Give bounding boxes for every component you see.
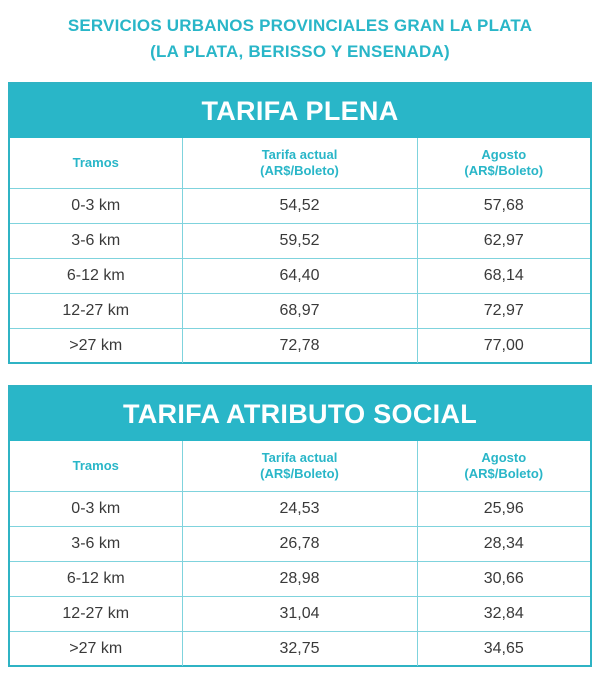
table-row xyxy=(10,492,590,527)
cell-agosto: 34,65 xyxy=(417,632,590,667)
table-title: TARIFA ATRIBUTO SOCIAL xyxy=(10,387,590,441)
cell-actual: 28,98 xyxy=(182,562,417,597)
cell-agosto: 77,00 xyxy=(417,329,590,364)
cell-agosto: 72,97 xyxy=(417,294,590,329)
cell-agosto: 62,97 xyxy=(417,224,590,259)
table-title: TARIFA PLENA xyxy=(10,84,590,138)
header-row xyxy=(10,441,590,492)
table-row xyxy=(10,259,590,294)
table-row xyxy=(10,597,590,632)
cell-tramo: 0-3 km xyxy=(10,189,182,224)
header-line: Tarifa actual xyxy=(261,450,338,465)
table-row xyxy=(10,632,590,667)
cell-tramo: >27 km xyxy=(10,632,182,667)
cell-actual: 72,78 xyxy=(182,329,417,364)
cell-actual: 26,78 xyxy=(182,527,417,562)
header-tramos: Tramos xyxy=(10,138,182,189)
cell-actual: 68,97 xyxy=(182,294,417,329)
header-line: Tarifa actual xyxy=(261,147,338,162)
cell-tramo: 3-6 km xyxy=(10,527,182,562)
cell-agosto: 25,96 xyxy=(417,492,590,527)
cell-tramo: 6-12 km xyxy=(10,562,182,597)
table-row xyxy=(10,562,590,597)
cell-tramo: 12-27 km xyxy=(10,294,182,329)
tarifa-plena-table xyxy=(8,82,592,364)
cell-actual: 54,52 xyxy=(182,189,417,224)
cell-tramo: 12-27 km xyxy=(10,597,182,632)
header-line: (AR$/Boleto) xyxy=(464,466,544,481)
header-agosto xyxy=(417,138,590,189)
page-subtitle: (LA PLATA, BERISSO Y ENSENADA) xyxy=(150,42,450,61)
cell-actual: 59,52 xyxy=(182,224,417,259)
table-row xyxy=(10,294,590,329)
table-row xyxy=(10,329,590,364)
cell-agosto: 28,34 xyxy=(417,527,590,562)
cell-tramo: 0-3 km xyxy=(10,492,182,527)
table-row xyxy=(10,527,590,562)
cell-agosto: 32,84 xyxy=(417,597,590,632)
fare-table xyxy=(10,138,590,363)
header-agosto xyxy=(417,441,590,492)
header-tarifa-actual xyxy=(182,441,417,492)
table-row xyxy=(10,224,590,259)
cell-agosto: 57,68 xyxy=(417,189,590,224)
page-title: SERVICIOS URBANOS PROVINCIALES GRAN LA PLATA xyxy=(67,16,533,35)
cell-tramo: 6-12 km xyxy=(10,259,182,294)
header-tramos: Tramos xyxy=(10,441,182,492)
header-line: Agosto xyxy=(481,450,527,465)
cell-tramo: 3-6 km xyxy=(10,224,182,259)
cell-tramo: >27 km xyxy=(10,329,182,364)
tarifa-atributo-social-table xyxy=(8,385,592,667)
header-row xyxy=(10,138,590,189)
cell-actual: 32,75 xyxy=(182,632,417,667)
cell-actual: 24,53 xyxy=(182,492,417,527)
fare-table xyxy=(10,441,590,666)
cell-actual: 31,04 xyxy=(182,597,417,632)
cell-agosto: 30,66 xyxy=(417,562,590,597)
cell-agosto: 68,14 xyxy=(417,259,590,294)
header-line: (AR$/Boleto) xyxy=(260,466,339,481)
header-line: Agosto xyxy=(481,147,527,162)
table-row xyxy=(10,189,590,224)
header-line: (AR$/Boleto) xyxy=(260,163,339,178)
header-tarifa-actual xyxy=(182,138,417,189)
cell-actual: 64,40 xyxy=(182,259,417,294)
header-line: (AR$/Boleto) xyxy=(464,163,544,178)
